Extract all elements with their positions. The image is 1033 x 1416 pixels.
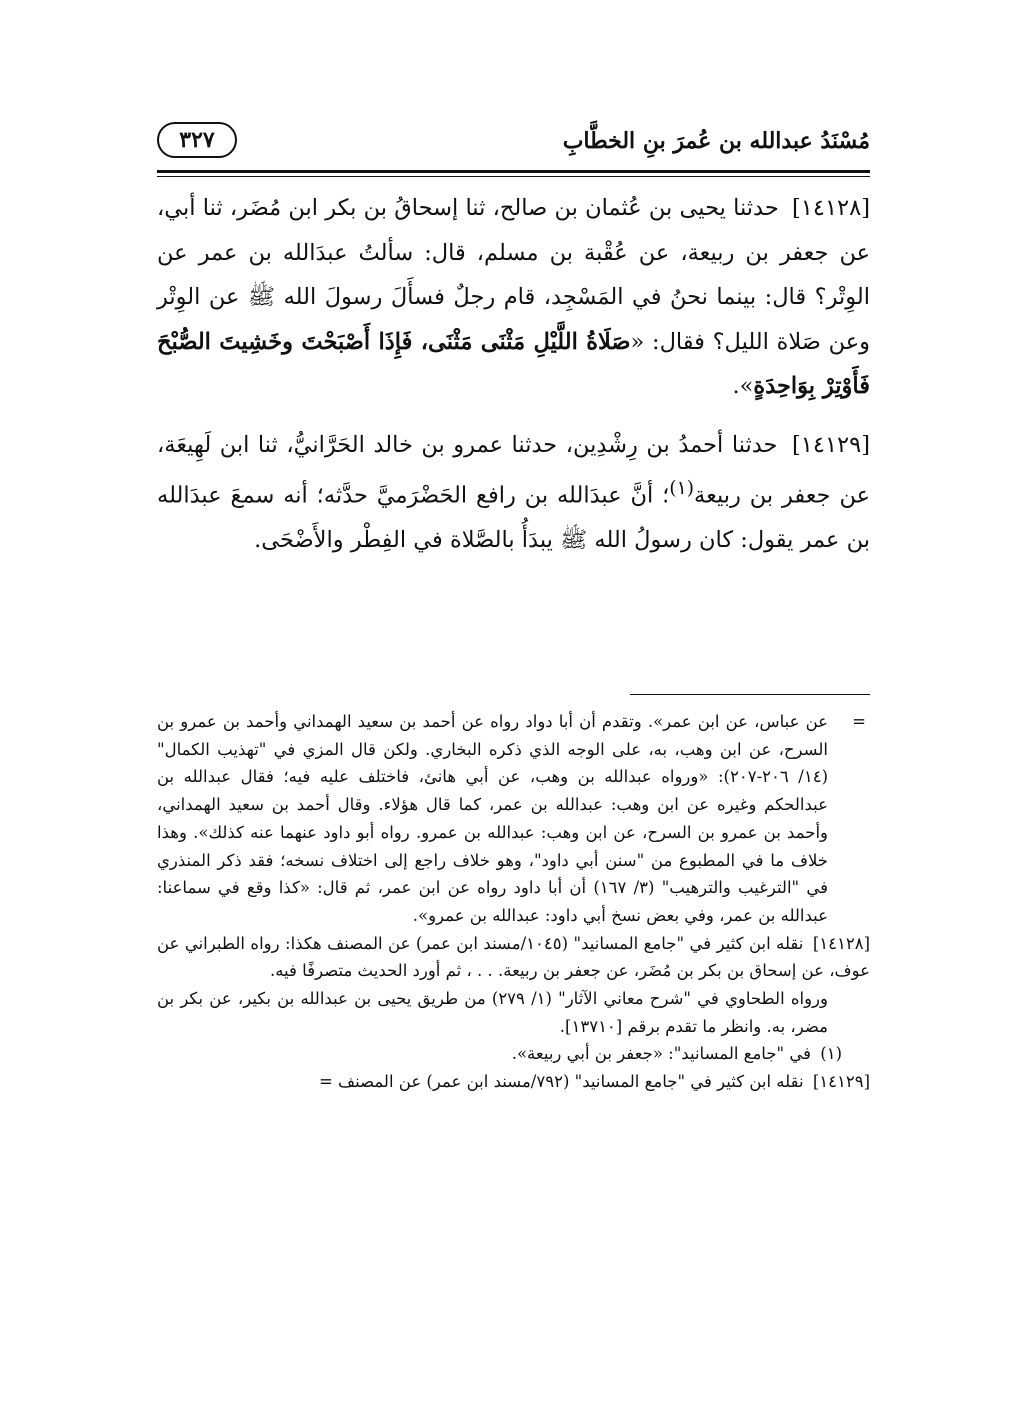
- hadith-14129: [157, 423, 870, 563]
- footnote-text: نقله ابن كثير في "جامع المسانيد" (٧٩٢/مسند ابن عمر) عن المصنف =: [318, 1072, 804, 1092]
- hadith-14128: [157, 186, 870, 409]
- hadith-text-continued: ؛ أنَّ عبدَالله بن رافع الحَضْرَميَّ حدَّثه؛ أنه سمعَ عبدَالله بن عمر يقول: كان رسولُ الله ﷺ يبدَأُ بالصَّلاة في الفِطْر والأَضْحَى.: [157, 482, 870, 553]
- footnote-reference[interactable]: (١): [669, 478, 695, 499]
- running-title: مُسْنَدُ عبدالله بن عُمرَ بنِ الخطَّابِ: [562, 128, 870, 154]
- page-header: [157, 118, 870, 174]
- main-text: [157, 186, 870, 563]
- hadith-number: [١٤١٢٨]: [792, 195, 870, 221]
- footnote-text: في "جامع المسانيد": «جعفر بن أبي ربيعة».: [511, 1044, 811, 1064]
- hadith-ending: ».: [732, 373, 754, 399]
- footnote-1: [157, 1040, 870, 1068]
- continuation-mark: =: [852, 712, 866, 731]
- footnote-number: (١): [820, 1044, 842, 1064]
- footnote-14128-more: [157, 985, 870, 1040]
- hadith-text: حدثنا يحيى بن عُثمان بن صالح، ثنا إسحاقُ بن بكر ابن مُضَر، ثنا أبي، عن جعفر بن ربيعة، عن عُقْبة بن مسلم، قال: سألتُ عبدَالله بن عمر عن الوِتْر؟ قال: بينما نحنُ في المَسْجِد، قام رجلٌ فسأَلَ رسولَ الله ﷺ عن الوِتْر وعن صَلاة الليل؟ فقال: «: [157, 195, 870, 355]
- footnote-text: ورواه الطحاوي في "شرح معاني الآثار" (١/ ٢٧٩) من طريق يحيى بن عبدالله بن بكير، عن بكر بن مضر، به. وانظر ما تقدم برقم [١٣٧١٠].: [157, 989, 828, 1036]
- header-rule-thin: [157, 176, 870, 177]
- footnote-14128: [157, 930, 870, 985]
- footnote-hadith-number: [١٤١٢٨]: [812, 933, 870, 953]
- hadith-text: حدثنا أحمدُ بن رِشْدِين، حدثنا عمرو بن خالد الحَرَّانيُّ، ثنا ابن لَهِيعَة، عن جعفر بن ربيعة: [157, 431, 870, 509]
- footnote-separator: [630, 694, 870, 695]
- footnote-text: عن عباس، عن ابن عمر». وتقدم أن أبا دواد رواه عن أحمد بن سعيد الهمداني وأحمد بن عمرو بن السرح، عن ابن وهب، به، على الوجه الذي ذكره البخاري. ولكن قال المزي في "تهذيب الكمال" (١٤/ ٢٠٦-٢٠٧): «ورواه عبدالله بن وهب، عن أبي هانئ، فاختلف عليه فيه؛ فقال عبدالله بن عبدالحكم وغيره عن ابن وهب: عبدالله بن عمر، كما قال هؤلاء. وقال أحمد بن سعيد الهمداني، وأحمد بن عمرو بن السرح، عن ابن وهب: عبدالله بن عمرو. رواه أبو داود عنهما عنه كذلك». وهذا خلاف ما في المطبوع من "سنن أبي داود"، وهو خلاف راجع إلى اختلاف نسخه؛ فقد ذكر المنذري في "الترغيب والترهيب" (٣/ ١٦٧) أن أبا داود رواه عن ابن عمر، ثم قال: «كذا وقع في سماعنا: عبدالله بن عمر، وفي بعض نسخ أبي داود: عبدالله بن عمرو».: [157, 712, 828, 925]
- footnotes: [157, 708, 870, 1096]
- hadith-prophetic-quote: صَلَاةُ اللَّيْلِ مَثْنَى مَثْنَى، فَإِذَا أَصْبَحْتَ وخَشِيتَ الصُّبْحَ فَأَوْتِرْ بِوَاحِدَةٍ: [157, 328, 870, 399]
- footnote-text: نقله ابن كثير في "جامع المسانيد" (١٠٤٥/مسند ابن عمر) عن المصنف هكذا: رواه الطبراني عن عوف، عن إسحاق بن بكر بن مُضَر، عن جعفر بن ربيعة. . . ، ثم أورد الحديث متصرفًا فيه.: [157, 933, 870, 981]
- footnote-continuation: [157, 708, 870, 930]
- footnote-hadith-number: [١٤١٢٩]: [812, 1072, 870, 1092]
- header-rule-thick: [157, 170, 870, 173]
- footnote-14129: [157, 1068, 870, 1096]
- page-number: ٣٢٧: [157, 122, 237, 158]
- hadith-number: [١٤١٢٩]: [792, 431, 870, 458]
